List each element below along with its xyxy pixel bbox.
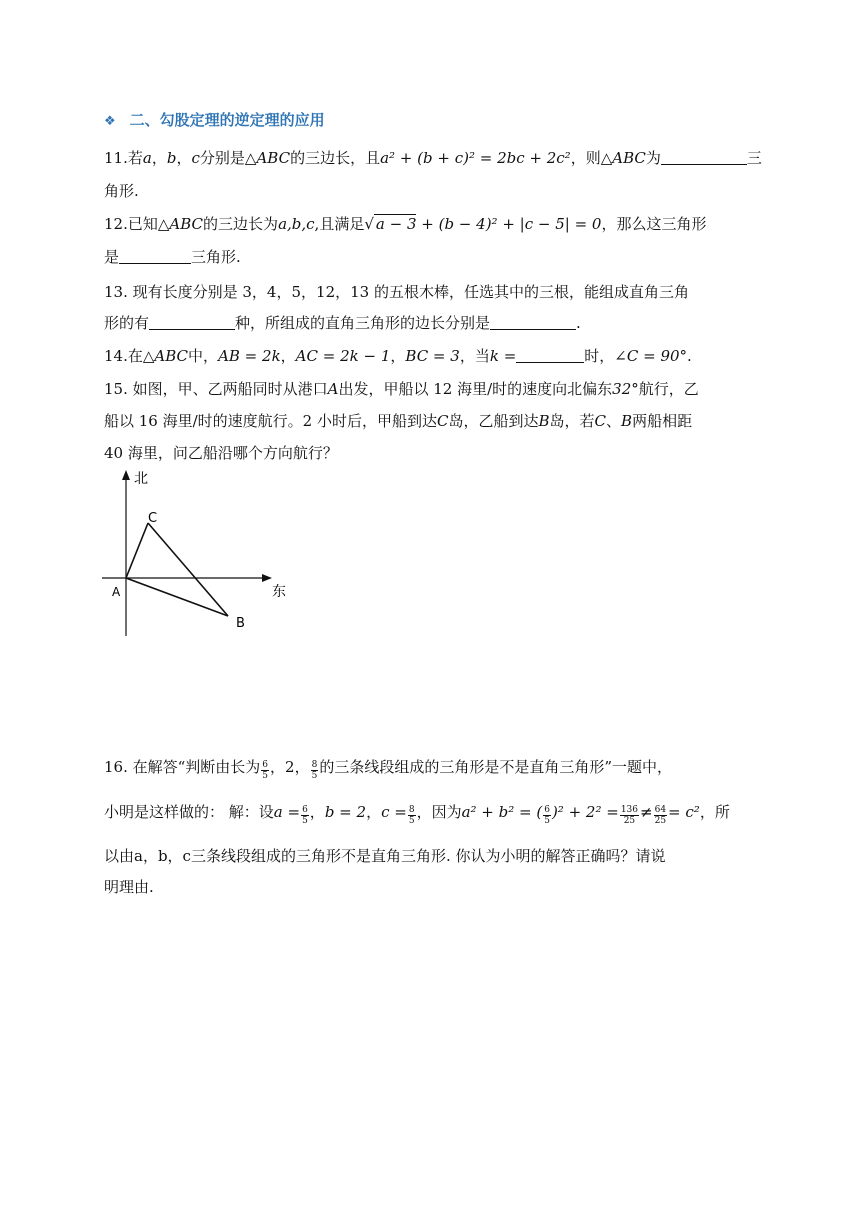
north-arrow-icon: [122, 470, 130, 480]
question-15-line-1: 15. 如图，甲、乙两船同时从港口A出发，甲船以 12 海里/时的速度向北偏东32°航行，乙: [104, 380, 699, 398]
north-label: 北: [134, 471, 148, 487]
question-13-line-1: 13. 现有长度分别是 3，4，5，12，13 的五根木棒，任选其中的三根，能组成直角三角: [104, 283, 689, 301]
question-11-line-2: 角形.: [104, 182, 139, 200]
answer-blank[interactable]: [516, 348, 584, 363]
question-14: 14.在△ABC中，AB = 2k，AC = 2k − 1，BC = 3，当k = 时，∠C = 90°.: [104, 347, 692, 365]
question-15-line-3: 40 海里，问乙船沿哪个方向航行？: [104, 444, 338, 462]
question-11-line-1: 11.若a，b，c分别是△ABC的三边长，且a² + (b + c)² = 2bc + 2c²，则△ABC为 三: [104, 149, 762, 167]
point-B-label: B: [236, 616, 245, 631]
diamond-bullet-icon: ❖: [104, 114, 116, 129]
question-16-line-4: 明理由.: [104, 878, 154, 896]
question-15-line-2: 船以 16 海里/时的速度航行。2 小时后，甲船到达C岛，乙船到达B岛，若C、B两船相距: [104, 412, 693, 430]
answer-blank[interactable]: [149, 315, 235, 330]
point-A-label: A: [112, 585, 121, 599]
question-12-line-2: 是 三角形.: [104, 248, 241, 266]
question-12-line-1: 12.已知△ABC的三边长为a,b,c,且满足√ a − 3 + (b − 4)² + |c − 5| = 0，那么这三角形: [104, 215, 707, 233]
east-arrow-icon: [262, 574, 272, 582]
east-label: 东: [272, 584, 286, 600]
question-16-line-2: 小明是这样做的： 解：设a = $\frac{6}{5}$ ，b = 2，c = $\frac{8}{5}$ ，因为a² + b² = ( $\frac{6}{5}$ )² + 2² = $\frac{136}{25}$ ≠ $\frac{64}{25}$ = c²，所: [104, 803, 730, 826]
point-C-label: C: [148, 511, 158, 526]
answer-blank[interactable]: [119, 249, 191, 264]
question-16-line-3: 以由a，b，c三条线段组成的三角形不是直角三角形. 你认为小明的解答正确吗？请说: [104, 847, 666, 865]
segment-AC: [126, 523, 148, 578]
answer-blank[interactable]: [661, 150, 747, 165]
segment-CB: [148, 523, 228, 616]
section-heading: [104, 109, 325, 130]
question-13-line-2: 形的有 种，所组成的直角三角形的边长分别是 .: [104, 314, 581, 332]
section-title: 二、勾股定理的逆定理的应用: [129, 111, 325, 129]
answer-blank[interactable]: [490, 315, 576, 330]
navigation-figure: [96, 466, 296, 642]
question-16-line-1: 16. 在解答“判断由长为 $\frac{6}{5}$ ，2， $\frac{8}{5}$ 的三条线段组成的三角形是不是直角三角形”一题中，: [104, 758, 672, 781]
